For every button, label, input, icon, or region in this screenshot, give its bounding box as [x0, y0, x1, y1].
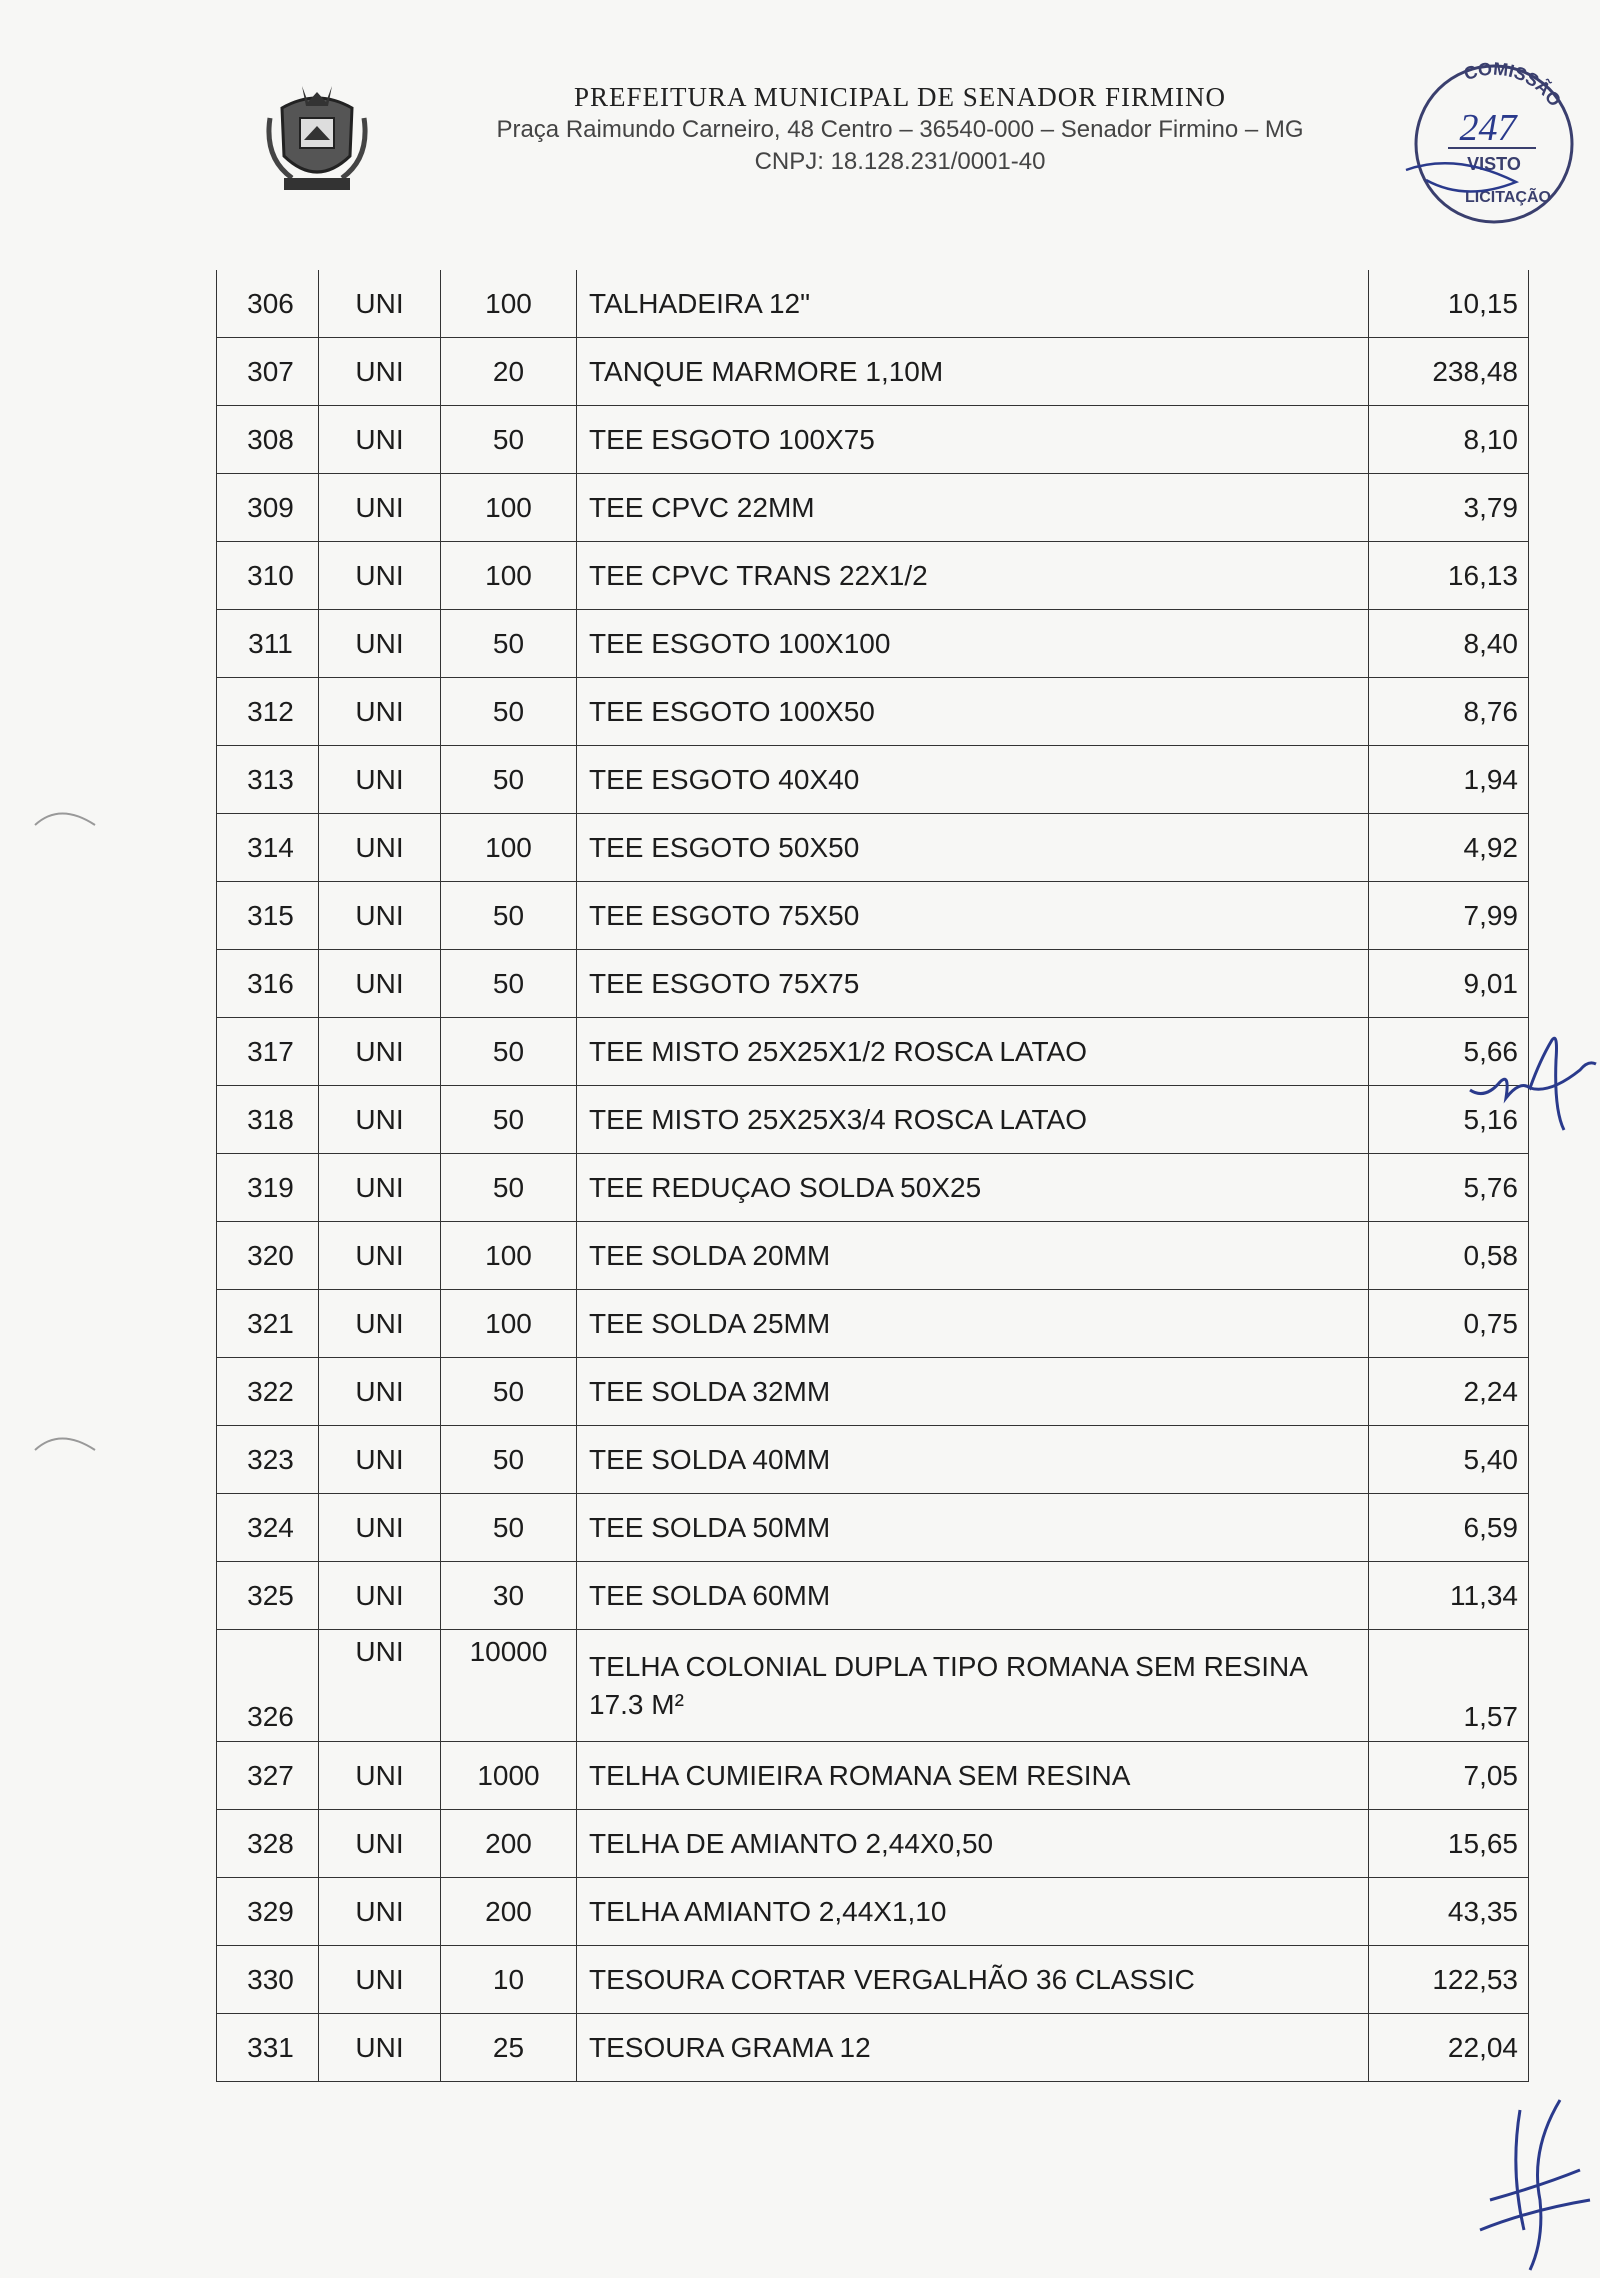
- item-number-cell: 310: [217, 542, 319, 610]
- quantity-cell: 50: [441, 1086, 577, 1154]
- table-row: [217, 678, 1529, 746]
- description-cell: TEE MISTO 25X25X1/2 ROSCA LATAO: [577, 1018, 1369, 1086]
- description-cell: TELHA CUMIEIRA ROMANA SEM RESINA: [577, 1742, 1369, 1810]
- unit-cell: UNI: [319, 270, 441, 338]
- quantity-cell: 50: [441, 1018, 577, 1086]
- description-cell: TEE SOLDA 60MM: [577, 1562, 1369, 1630]
- item-number-cell: 328: [217, 1810, 319, 1878]
- unit-cell: UNI: [319, 1878, 441, 1946]
- unit-cell: UNI: [319, 814, 441, 882]
- municipal-crest-icon: [262, 78, 372, 198]
- item-number-cell: 313: [217, 746, 319, 814]
- description-cell: TEE CPVC TRANS 22X1/2: [577, 542, 1369, 610]
- quantity-cell: 10: [441, 1946, 577, 2014]
- description-cell: TEE ESGOTO 100X50: [577, 678, 1369, 746]
- table-row: [217, 1742, 1529, 1810]
- unit-cell: UNI: [319, 1018, 441, 1086]
- price-cell: 10,15: [1369, 270, 1529, 338]
- price-cell: 122,53: [1369, 1946, 1529, 2014]
- unit-cell: UNI: [319, 1810, 441, 1878]
- quantity-cell: 50: [441, 1426, 577, 1494]
- description-cell: TESOURA GRAMA 12: [577, 2014, 1369, 2082]
- price-cell: 9,01: [1369, 950, 1529, 1018]
- unit-cell: UNI: [319, 542, 441, 610]
- table-row: [217, 1946, 1529, 2014]
- table-row: [217, 1810, 1529, 1878]
- unit-cell: UNI: [319, 338, 441, 406]
- unit-cell: UNI: [319, 1630, 441, 1742]
- org-name: PREFEITURA MUNICIPAL DE SENADOR FIRMINO: [573, 82, 1227, 112]
- quantity-cell: 50: [441, 1494, 577, 1562]
- item-number-cell: 327: [217, 1742, 319, 1810]
- quantity-cell: 200: [441, 1878, 577, 1946]
- table-row: [217, 542, 1529, 610]
- price-cell: 238,48: [1369, 338, 1529, 406]
- item-number-cell: 309: [217, 474, 319, 542]
- items-table-body: [217, 270, 1529, 2082]
- item-number-cell: 322: [217, 1358, 319, 1426]
- description-cell: TESOURA CORTAR VERGALHÃO 36 CLASSIC: [577, 1946, 1369, 2014]
- stamp-bottom-text: LICITAÇÃO: [1465, 189, 1551, 206]
- quantity-cell: 100: [441, 814, 577, 882]
- quantity-cell: 50: [441, 678, 577, 746]
- item-number-cell: 315: [217, 882, 319, 950]
- unit-cell: UNI: [319, 1086, 441, 1154]
- quantity-cell: 50: [441, 610, 577, 678]
- item-number-cell: 331: [217, 2014, 319, 2082]
- quantity-cell: 50: [441, 950, 577, 1018]
- description-cell: TEE ESGOTO 100X75: [577, 406, 1369, 474]
- table-row: [217, 1630, 1529, 1742]
- description-cell: TEE MISTO 25X25X3/4 ROSCA LATAO: [577, 1086, 1369, 1154]
- quantity-cell: 50: [441, 406, 577, 474]
- description-cell: TEE SOLDA 50MM: [577, 1494, 1369, 1562]
- table-row: [217, 1086, 1529, 1154]
- document-header: [0, 0, 1600, 260]
- quantity-cell: 1000: [441, 1742, 577, 1810]
- quantity-cell: 50: [441, 882, 577, 950]
- unit-cell: UNI: [319, 746, 441, 814]
- item-number-cell: 307: [217, 338, 319, 406]
- table-row: [217, 882, 1529, 950]
- svg-text:COMISSÃO: [1461, 59, 1565, 111]
- price-cell: 5,76: [1369, 1154, 1529, 1222]
- description-cell: TEE REDUÇAO SOLDA 50X25: [577, 1154, 1369, 1222]
- unit-cell: UNI: [319, 1494, 441, 1562]
- org-address: Praça Raimundo Carneiro, 48 Centro – 36540-000 – Senador Firmino – MG: [496, 116, 1304, 143]
- item-number-cell: 319: [217, 1154, 319, 1222]
- unit-cell: UNI: [319, 1290, 441, 1358]
- quantity-cell: 25: [441, 2014, 577, 2082]
- table-row: [217, 950, 1529, 1018]
- table-row: [217, 746, 1529, 814]
- item-number-cell: 306: [217, 270, 319, 338]
- unit-cell: UNI: [319, 1222, 441, 1290]
- description-cell: TEE SOLDA 25MM: [577, 1290, 1369, 1358]
- item-number-cell: 316: [217, 950, 319, 1018]
- price-cell: 3,79: [1369, 474, 1529, 542]
- quantity-cell: 100: [441, 474, 577, 542]
- unit-cell: UNI: [319, 474, 441, 542]
- table-row: [217, 270, 1529, 338]
- price-cell: 43,35: [1369, 1878, 1529, 1946]
- item-number-cell: 323: [217, 1426, 319, 1494]
- price-cell: 7,99: [1369, 882, 1529, 950]
- quantity-cell: 50: [441, 1154, 577, 1222]
- price-cell: 6,59: [1369, 1494, 1529, 1562]
- description-cell: TANQUE MARMORE 1,10M: [577, 338, 1369, 406]
- unit-cell: UNI: [319, 2014, 441, 2082]
- item-number-cell: 320: [217, 1222, 319, 1290]
- table-row: [217, 1222, 1529, 1290]
- items-table: [216, 270, 1529, 2082]
- unit-cell: UNI: [319, 1946, 441, 2014]
- price-cell: 5,66: [1369, 1018, 1529, 1086]
- price-cell: 8,10: [1369, 406, 1529, 474]
- description-cell: TEE ESGOTO 75X50: [577, 882, 1369, 950]
- item-number-cell: 318: [217, 1086, 319, 1154]
- unit-cell: UNI: [319, 1154, 441, 1222]
- table-row: [217, 814, 1529, 882]
- quantity-cell: 200: [441, 1810, 577, 1878]
- hole-punch-mark: [30, 1425, 100, 1455]
- table-row: [217, 1018, 1529, 1086]
- price-cell: 1,94: [1369, 746, 1529, 814]
- price-cell: 8,76: [1369, 678, 1529, 746]
- table-row: [217, 610, 1529, 678]
- description-cell: TEE SOLDA 32MM: [577, 1358, 1369, 1426]
- price-cell: 2,24: [1369, 1358, 1529, 1426]
- quantity-cell: 100: [441, 1290, 577, 1358]
- table-row: [217, 474, 1529, 542]
- unit-cell: UNI: [319, 950, 441, 1018]
- table-row: [217, 1426, 1529, 1494]
- stamp-visto: VISTO: [1467, 154, 1521, 174]
- org-cnpj: CNPJ: 18.128.231/0001-40: [754, 148, 1046, 175]
- item-number-cell: 321: [217, 1290, 319, 1358]
- table-row: [217, 1154, 1529, 1222]
- table-row: [217, 1494, 1529, 1562]
- quantity-cell: 20: [441, 338, 577, 406]
- margin-initials-signature: [1460, 1020, 1600, 1160]
- item-number-cell: 314: [217, 814, 319, 882]
- price-cell: 5,40: [1369, 1426, 1529, 1494]
- quantity-cell: 30: [441, 1562, 577, 1630]
- table-row: [217, 1878, 1529, 1946]
- hole-punch-mark: [30, 800, 100, 830]
- description-cell: TEE ESGOTO 75X75: [577, 950, 1369, 1018]
- unit-cell: UNI: [319, 610, 441, 678]
- table-row: [217, 2014, 1529, 2082]
- unit-cell: UNI: [319, 1426, 441, 1494]
- stamp-top-text: COMISSÃO: [1461, 58, 1566, 111]
- price-cell: 8,40: [1369, 610, 1529, 678]
- price-cell: 11,34: [1369, 1562, 1529, 1630]
- item-number-cell: 308: [217, 406, 319, 474]
- description-cell: TEE ESGOTO 100X100: [577, 610, 1369, 678]
- item-number-cell: 326: [217, 1630, 319, 1742]
- price-cell: 5,16: [1369, 1086, 1529, 1154]
- table-row: [217, 1290, 1529, 1358]
- description-cell: TEE CPVC 22MM: [577, 474, 1369, 542]
- price-cell: 4,92: [1369, 814, 1529, 882]
- quantity-cell: 100: [441, 1222, 577, 1290]
- unit-cell: UNI: [319, 406, 441, 474]
- price-cell: 15,65: [1369, 1810, 1529, 1878]
- description-cell: TEE ESGOTO 50X50: [577, 814, 1369, 882]
- price-cell: 7,05: [1369, 1742, 1529, 1810]
- quantity-cell: 100: [441, 542, 577, 610]
- unit-cell: UNI: [319, 1562, 441, 1630]
- unit-cell: UNI: [319, 1742, 441, 1810]
- table-row: [217, 406, 1529, 474]
- stamp-page-number: 247: [1459, 107, 1517, 149]
- description-cell: TEE ESGOTO 40X40: [577, 746, 1369, 814]
- page-footer-signature: [1460, 2090, 1600, 2278]
- price-cell: 0,58: [1369, 1222, 1529, 1290]
- price-cell: 16,13: [1369, 542, 1529, 610]
- description-cell: TELHA COLONIAL DUPLA TIPO ROMANA SEM RESINA 17.3 M²: [577, 1630, 1369, 1742]
- quantity-cell: 100: [441, 270, 577, 338]
- unit-cell: UNI: [319, 882, 441, 950]
- commission-stamp: [1396, 52, 1586, 227]
- item-number-cell: 312: [217, 678, 319, 746]
- table-row: [217, 1562, 1529, 1630]
- item-number-cell: 330: [217, 1946, 319, 2014]
- item-number-cell: 324: [217, 1494, 319, 1562]
- item-number-cell: 325: [217, 1562, 319, 1630]
- item-number-cell: 311: [217, 610, 319, 678]
- description-cell: TELHA AMIANTO 2,44X1,10: [577, 1878, 1369, 1946]
- description-cell: TELHA DE AMIANTO 2,44X0,50: [577, 1810, 1369, 1878]
- table-row: [217, 338, 1529, 406]
- item-number-cell: 329: [217, 1878, 319, 1946]
- quantity-cell: 10000: [441, 1630, 577, 1742]
- description-cell: TALHADEIRA 12": [577, 270, 1369, 338]
- description-cell: TEE SOLDA 40MM: [577, 1426, 1369, 1494]
- unit-cell: UNI: [319, 678, 441, 746]
- item-number-cell: 317: [217, 1018, 319, 1086]
- price-cell: 22,04: [1369, 2014, 1529, 2082]
- price-cell: 1,57: [1369, 1630, 1529, 1742]
- quantity-cell: 50: [441, 1358, 577, 1426]
- title-block: [420, 80, 1380, 178]
- unit-cell: UNI: [319, 1358, 441, 1426]
- table-row: [217, 1358, 1529, 1426]
- description-cell: TEE SOLDA 20MM: [577, 1222, 1369, 1290]
- quantity-cell: 50: [441, 746, 577, 814]
- price-cell: 0,75: [1369, 1290, 1529, 1358]
